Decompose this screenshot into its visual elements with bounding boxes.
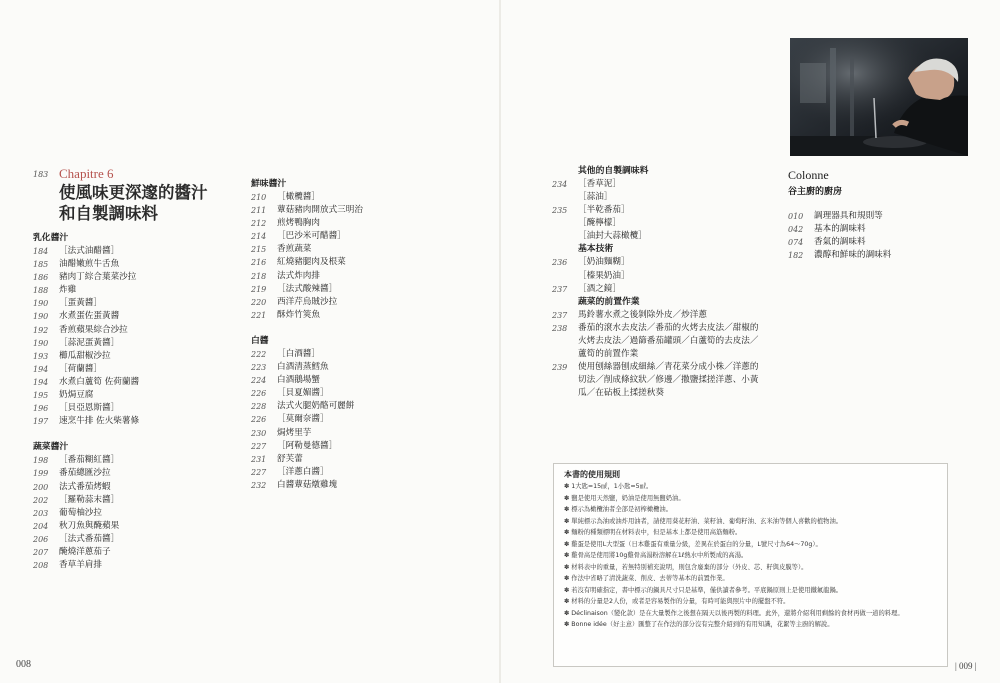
toc-entry[interactable] (33, 297, 243, 310)
usage-rule-item: ✽ 作法中省略了清洗蔬菜、削皮、去蒂等基本的前置作業。 (564, 575, 729, 582)
usage-rule-item: ✽ 雞蛋是使用L大型蛋（日本雞蛋有重量分級，差異在於蛋白的分量，L號尺寸為64～70g）。 (564, 540, 822, 548)
toc-entry-title: ［蒜油］ (578, 192, 613, 203)
toc-entry[interactable] (33, 310, 243, 323)
toc-entry-title: 焗烤里芋 (277, 427, 312, 438)
toc-entry[interactable] (33, 284, 243, 297)
toc-entry[interactable] (33, 415, 243, 428)
toc-entry-page: 218 (251, 271, 267, 281)
toc-entry-page: 230 (251, 428, 267, 438)
toc-entry-page: 193 (33, 351, 49, 361)
toc-entry-title: ［酒之鏡］ (578, 283, 621, 294)
toc-entry-title: 番茄的滾水去皮法／番茄的火烤去皮法／甜椒的火烤去皮法／過篩番茄罐頭／白蘆筍的去皮法／蘆筍的前置作業 (578, 322, 759, 360)
usage-rule-item: ✽ Bonne idée（好主意）匯整了在作法的部分沒有完整介紹到的有用知識，花絮等主廚的解說。 (564, 621, 834, 628)
toc-section-title: 其他的自製調味料 (578, 166, 649, 176)
toc-entry-page: 214 (251, 232, 267, 242)
toc-section-title: 乳化醬汁 (33, 233, 69, 243)
colonne-entry-title: 調理器具和規則等 (814, 211, 883, 221)
toc-entry-page: 211 (251, 206, 267, 216)
toc-entry-title: ［洋蔥白醬］ (277, 466, 329, 477)
toc-entry-page: 194 (33, 364, 49, 374)
toc-entry-page: 184 (33, 247, 49, 256)
toc-entry-page: 195 (33, 391, 49, 401)
toc-entry[interactable] (251, 453, 471, 466)
toc-entry-page (552, 270, 578, 283)
toc-column-3 (552, 165, 767, 400)
toc-entry-page: 190 (33, 338, 49, 348)
toc-entry[interactable] (33, 507, 243, 520)
toc-entry-title: 香煎蔬菜 (277, 244, 312, 255)
toc-entry-page: 200 (33, 482, 49, 492)
toc-entry-title: 煎烤鴨胸肉 (277, 218, 320, 229)
toc-entry[interactable] (251, 440, 471, 453)
toc-entry[interactable] (33, 245, 243, 258)
chapter-title-line-2: 和自製調味料 (59, 204, 158, 223)
toc-entry-title: 紅燒豬腿肉及根菜 (277, 257, 346, 268)
toc-entry-page: 227 (251, 441, 267, 451)
toc-entry-title: 水煮蛋佐蛋黃醬 (59, 311, 120, 322)
usage-rule-item: ✽ 若沒有明確指定，書中標示的鍋具尺寸只是基準，僅供讀者參考。平底鍋原則上是使用鐵氟龍鍋。 (564, 586, 843, 594)
toc-entry[interactable] (33, 402, 243, 415)
toc-entry-page: 196 (33, 404, 49, 414)
toc-entry-title: ［油封大蒜橄欖］ (578, 231, 647, 242)
toc-entry[interactable] (33, 546, 243, 559)
toc-entry[interactable] (33, 559, 243, 572)
toc-entry-page: 222 (251, 349, 267, 359)
toc-entry-page: 220 (251, 297, 267, 307)
toc-entry-page: 197 (33, 417, 49, 427)
toc-entry-title: ［貝夏媚醬］ (277, 388, 329, 399)
toc-entry-page: 223 (251, 363, 267, 373)
toc-entry[interactable] (251, 374, 471, 387)
toc-entry[interactable] (33, 376, 243, 389)
toc-column-1 (33, 232, 243, 572)
toc-entry[interactable] (552, 322, 767, 361)
toc-entry-page: 204 (33, 521, 49, 531)
toc-entry[interactable] (251, 191, 471, 204)
colonne-entry-page: 074 (788, 238, 804, 248)
usage-rule-item: ✽ Déclinaison（變化款）是在大量製作之後想在隔天以後再製的料理。此外，還將介紹利用剩餘的食材再做一道的料理。 (564, 609, 904, 617)
toc-entry-title: ［橄欖醬］ (277, 192, 320, 202)
toc-entry-title: 炸雞 (59, 285, 77, 296)
colonne-list (788, 210, 958, 262)
toc-entry-title: 速烹牛排 佐火柴薯條 (59, 416, 140, 427)
chapter-label: Chapitre 6 (59, 166, 114, 181)
toc-entry-page: 216 (251, 258, 267, 268)
toc-entry[interactable] (251, 387, 471, 400)
toc-entry-page: 190 (33, 299, 49, 309)
toc-entry-page: 208 (33, 561, 49, 571)
toc-entry-page: 198 (33, 456, 49, 466)
toc-section (33, 232, 243, 428)
usage-rule-item: ✽ 鹽是使用天然鹽，奶油是使用無鹽奶油。 (564, 494, 685, 502)
usage-rules-title: 本書的使用規則 (564, 470, 620, 479)
toc-entry[interactable] (251, 283, 471, 296)
toc-entry-page: 227 (251, 467, 267, 477)
colonne-entry-page: 182 (788, 251, 804, 261)
toc-entry-title: ［莫爾奈醬］ (277, 414, 329, 425)
chapter-page-number: 183 (33, 170, 49, 179)
toc-entry-title: ［法式油醋醬］ (59, 246, 120, 256)
toc-entry-page: 199 (33, 469, 49, 479)
usage-rule-item: ✽ 單純標示為油或油炸用油者，請使用葵花籽油、菜籽油、葡萄籽油、玄米油等個人喜歡的植物油。 (564, 517, 843, 525)
toc-section (552, 243, 767, 295)
book-gutter (499, 0, 501, 683)
usage-rule-item: ✽ 材料表中的重量，若無特別補充說明，則包含廢棄的部分（外皮、芯、籽與皮膜等）。 (564, 563, 808, 571)
toc-entry-title: ［法式番茄醬］ (59, 533, 120, 544)
toc-entry-title: 白酒清蒸鱈魚 (277, 362, 329, 373)
toc-entry[interactable] (251, 243, 471, 256)
toc-entry-page: 202 (33, 495, 49, 505)
colonne-entry[interactable] (788, 210, 958, 223)
toc-entry-page: 226 (251, 415, 267, 425)
page-number-left: 008 (16, 659, 31, 670)
toc-section-title: 白醬 (251, 335, 269, 346)
toc-entry[interactable] (552, 204, 767, 217)
toc-entry-title: 櫛瓜甜椒沙拉 (59, 350, 111, 361)
colonne-entry-page: 010 (788, 212, 804, 221)
usage-rule-item: ✽ 材料的分量是2人份，或者是容易製作的分量，有時可能與照片中的擺盤不符。 (564, 598, 790, 605)
toc-entry[interactable] (33, 258, 243, 271)
toc-entry-title: 法式火腿奶酪可麗餅 (277, 401, 355, 412)
colonne-entry[interactable] (788, 236, 958, 249)
toc-entry-page: 203 (33, 508, 49, 518)
toc-entry-page: 228 (251, 402, 267, 412)
toc-section-title: 基本技術 (578, 244, 614, 255)
toc-section (251, 335, 471, 492)
colonne-entry-title: 濃醇和鮮味的調味料 (814, 250, 892, 261)
toc-entry-title: 法式炸肉排 (277, 270, 320, 281)
usage-rule-item: ✽ 雞骨高是使用將10g雞骨高湯粉溶解在1ℓ熱水中所製成的高湯。 (564, 552, 748, 559)
toc-entry-page (552, 191, 578, 204)
toc-entry-title: 西洋芹烏賊沙拉 (277, 296, 338, 307)
toc-section-title: 蔬菜醬汁 (33, 442, 69, 453)
toc-entry-page: 231 (251, 454, 267, 464)
toc-entry[interactable] (251, 230, 471, 243)
toc-entry-title: 香草羊肩排 (59, 560, 102, 571)
toc-entry-title: 馬鈴薯水煮之後剝除外皮／炒洋蔥 (578, 309, 707, 320)
toc-entry[interactable] (33, 454, 243, 467)
toc-entry[interactable] (33, 350, 243, 363)
toc-entry[interactable] (251, 348, 471, 361)
toc-entry[interactable] (33, 363, 243, 376)
toc-entry[interactable] (251, 479, 471, 492)
toc-section (33, 441, 243, 572)
toc-entry[interactable] (251, 270, 471, 283)
toc-entry-page: 236 (552, 258, 568, 268)
toc-entry-title: ［荷蘭醬］ (59, 363, 102, 374)
toc-entry[interactable] (552, 191, 767, 204)
usage-rule-item: ✽ 麵粉的種類標明在材料表中，但是基本上都是使用高筋麵粉。 (564, 529, 742, 536)
toc-entry-title: ［番茄糊紅醬］ (59, 455, 120, 466)
toc-entry-page: 232 (251, 480, 267, 490)
colonne-label: Colonne (788, 168, 829, 182)
toc-entry-page: 237 (552, 310, 568, 320)
toc-entry[interactable] (33, 481, 243, 494)
toc-entry[interactable] (251, 217, 471, 230)
toc-entry-title: ［法式酸辣醬］ (277, 283, 338, 294)
toc-entry-title: ［白酒醬］ (277, 348, 320, 359)
toc-entry[interactable] (552, 270, 767, 283)
toc-entry[interactable] (33, 337, 243, 350)
colonne-entry-title: 香氣的調味料 (814, 237, 866, 248)
toc-entry[interactable] (33, 389, 243, 402)
toc-entry-title: ［蛋黃醬］ (59, 298, 102, 309)
toc-section (552, 165, 767, 243)
toc-section-title: 蔬菜的前置作業 (578, 296, 640, 307)
toc-entry-page: 210 (251, 193, 267, 202)
colonne-subtitle: 谷主廚的廚房 (788, 187, 843, 197)
chef-photo (790, 38, 968, 156)
toc-entry-title: 豬肉丁綜合葉菜沙拉 (59, 272, 137, 283)
toc-entry-title: ［巴沙米可醋醬］ (277, 231, 346, 242)
toc-entry[interactable] (33, 271, 243, 284)
toc-entry-title: 油醋嫩煎牛舌魚 (59, 259, 120, 270)
toc-entry-title: ［半乾番茄］ (578, 205, 630, 216)
toc-entry[interactable] (251, 309, 471, 322)
chapter-title-line-1: 使風味更深邃的醬汁 (59, 183, 208, 202)
toc-entry[interactable] (33, 533, 243, 546)
toc-entry[interactable] (33, 494, 243, 507)
toc-entry[interactable] (552, 217, 767, 230)
toc-entry-page: 226 (251, 389, 267, 399)
page-number-right: | 009 | (955, 661, 977, 671)
toc-entry-title: ［香草泥］ (578, 179, 621, 189)
toc-entry[interactable] (552, 309, 767, 322)
colonne-entry[interactable] (788, 223, 958, 236)
toc-entry[interactable] (251, 400, 471, 413)
toc-entry-page: 206 (33, 534, 49, 544)
chef-photo-illustration (790, 38, 968, 156)
toc-entry-title: 香煎蘋果綜合沙拉 (59, 324, 128, 335)
toc-entry-title: 酥炸竹筴魚 (277, 309, 320, 320)
toc-entry[interactable] (251, 413, 471, 426)
toc-entry[interactable] (552, 178, 767, 191)
colonne-entry-title: 基本的調味料 (814, 224, 866, 235)
toc-section (552, 296, 767, 401)
toc-entry[interactable] (552, 361, 767, 400)
toc-entry-title: 秋刀魚與醃蘋果 (59, 520, 120, 531)
toc-entry-page: 215 (251, 245, 267, 255)
toc-entry[interactable] (251, 204, 471, 217)
toc-entry-title: 葡萄柚沙拉 (59, 507, 102, 518)
toc-entry[interactable] (251, 296, 471, 309)
toc-entry[interactable] (251, 361, 471, 374)
toc-entry-page: 234 (552, 180, 568, 189)
toc-entry-page: 219 (251, 284, 267, 294)
toc-entry[interactable] (552, 256, 767, 269)
toc-entry[interactable] (251, 256, 471, 269)
toc-entry-page: 224 (251, 376, 267, 386)
toc-section-title: 鮮味醬汁 (251, 179, 287, 189)
toc-entry-title: ［奶油麵糊］ (578, 257, 630, 268)
toc-entry[interactable] (33, 324, 243, 337)
toc-entry-page: 190 (33, 312, 49, 322)
toc-entry-title: ［蒜泥蛋黃醬］ (59, 337, 120, 348)
toc-entry-title: 醃燒洋蔥茄子 (59, 546, 111, 557)
toc-entry[interactable] (33, 520, 243, 533)
colonne-entry[interactable] (788, 249, 958, 262)
toc-entry-page (552, 230, 578, 243)
toc-entry-page: 192 (33, 325, 49, 335)
toc-entry[interactable] (251, 466, 471, 479)
toc-entry-title: ［阿勒曼德醬］ (277, 440, 338, 451)
usage-rules-list (564, 481, 937, 631)
chapter-title (59, 182, 208, 224)
toc-entry[interactable] (251, 427, 471, 440)
toc-entry-page: 185 (33, 260, 49, 270)
toc-entry-title: 蕈菇豬肉開放式三明治 (277, 205, 363, 216)
toc-entry-page: 238 (552, 323, 568, 333)
toc-entry-page: 188 (33, 286, 49, 296)
toc-entry-page: 221 (251, 310, 267, 320)
toc-section (251, 178, 471, 322)
toc-entry-title: ［醃檸檬］ (578, 218, 621, 229)
usage-rule-item: ✽ 1大匙=15㎖，1小匙=5㎖。 (564, 483, 653, 490)
toc-entry-title: 白醬蕈菇燉雞塊 (277, 479, 338, 490)
toc-entry-title: 法式番茄烤蝦 (59, 481, 111, 492)
toc-entry[interactable] (33, 467, 243, 480)
toc-entry-title: ［羅勒蒜末醬］ (59, 494, 120, 505)
toc-entry-title: 水煮白蘆筍 佐荷蘭醬 (59, 376, 140, 387)
colonne-entry-page: 042 (788, 225, 804, 235)
toc-entry-title: 舒芙蕾 (277, 453, 303, 464)
usage-rules-box (553, 463, 948, 667)
toc-entry-page: 186 (33, 273, 49, 283)
toc-entry-title: ［貝亞恩斯醬］ (59, 403, 120, 414)
toc-entry-page: 235 (552, 206, 568, 216)
toc-entry-title: 奶焗豆腐 (59, 390, 94, 401)
usage-rule-item: ✽ 標示為橄欖油者全部是初榨橄欖油。 (564, 506, 673, 513)
toc-entry[interactable] (552, 283, 767, 296)
toc-entry-title: 使用刨絲器刨成細絲／青花菜分成小株／洋蔥的切法／削成條紋狀／修邊／撒鹽揉搓洋蔥、小黃瓜／在砧板上揉搓秋葵 (578, 362, 759, 399)
toc-entry-page: 237 (552, 284, 568, 294)
toc-entry-page: 239 (552, 363, 568, 373)
toc-entry[interactable] (552, 230, 767, 243)
toc-entry-page: 194 (33, 377, 49, 387)
toc-entry-page (552, 217, 578, 230)
toc-entry-title: 白酒鵝場蟹 (277, 375, 320, 386)
toc-entry-page: 212 (251, 219, 267, 229)
toc-entry-title: 番茄總匯沙拉 (59, 468, 111, 479)
toc-entry-page: 207 (33, 547, 49, 557)
toc-column-2 (251, 178, 471, 492)
toc-entry-title: ［榛果奶油］ (578, 270, 630, 281)
